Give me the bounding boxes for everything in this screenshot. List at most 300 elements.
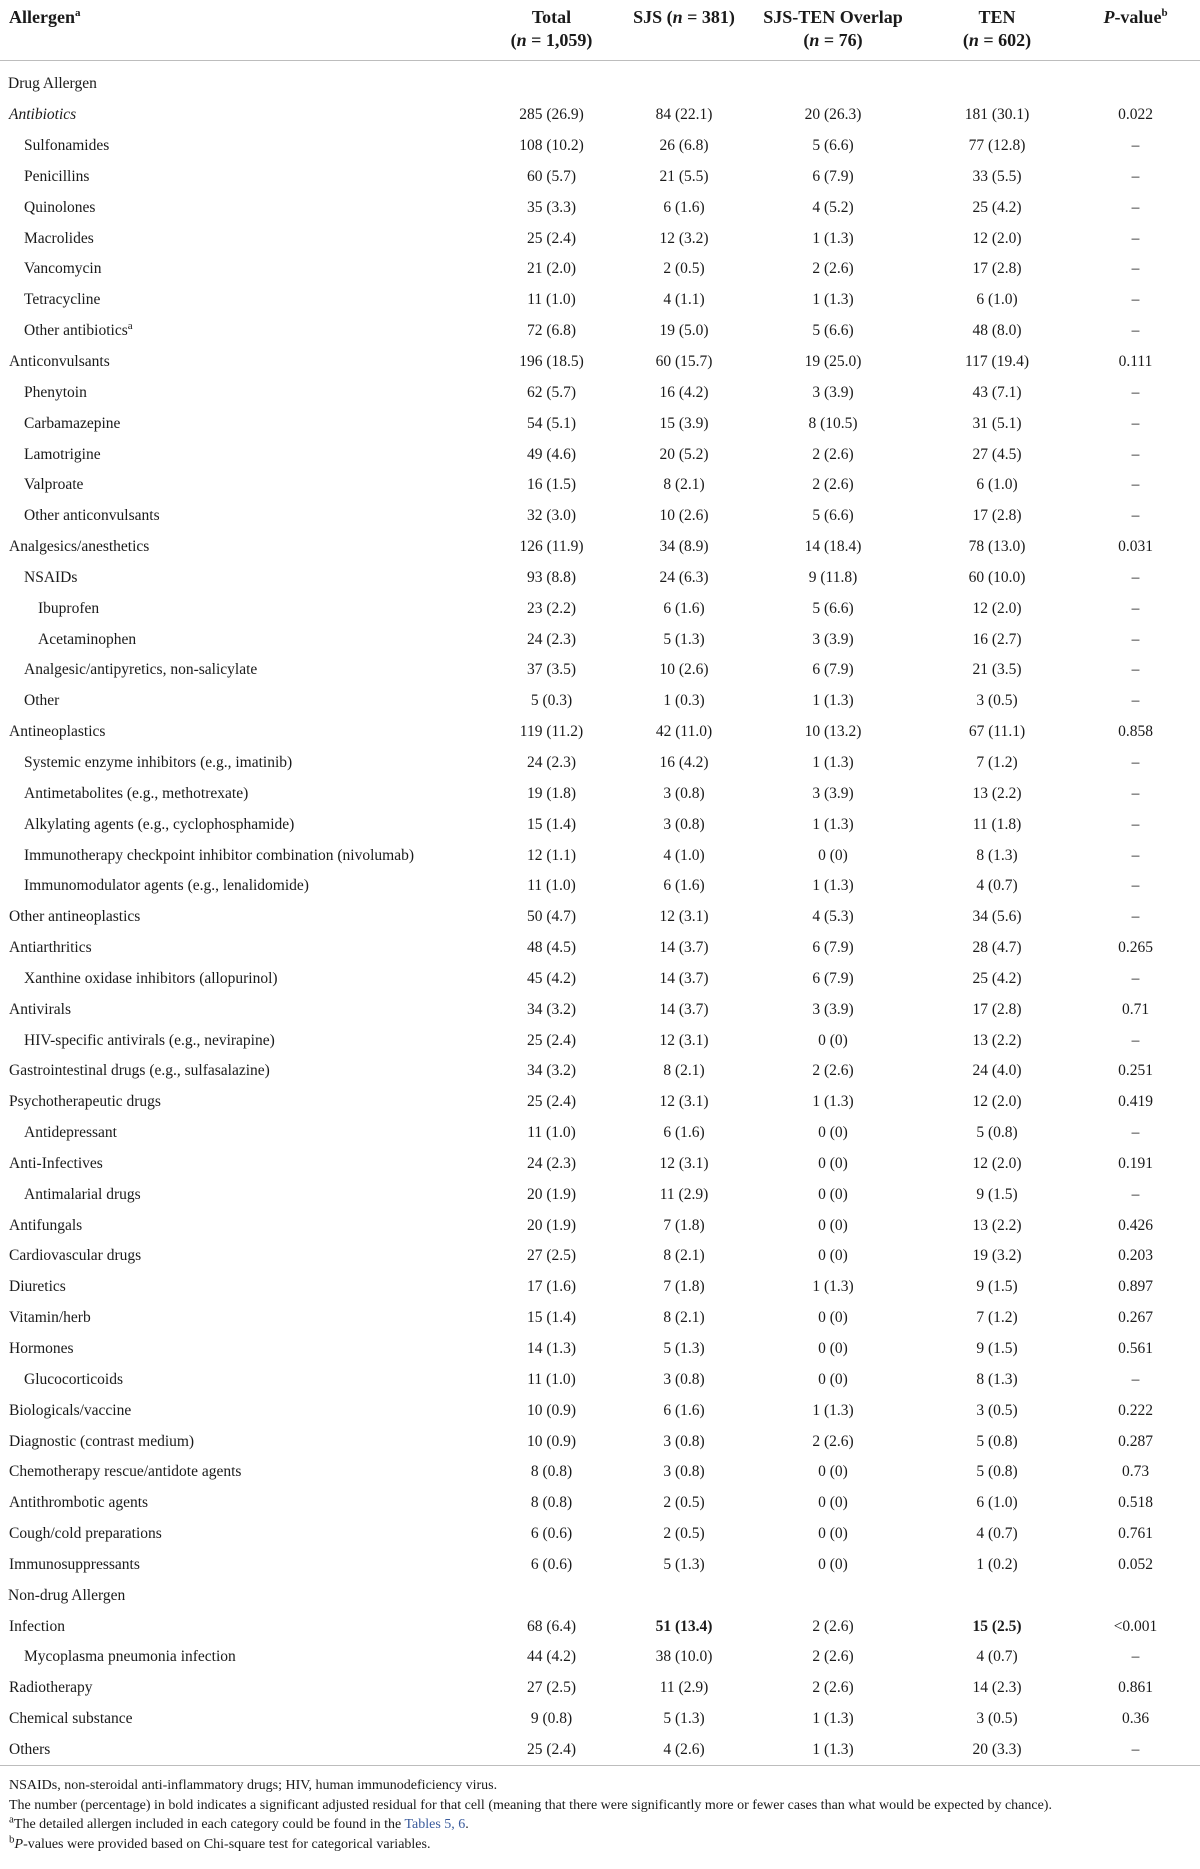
section-label: Drug Allergen: [8, 75, 97, 93]
table-row: [0, 285, 1200, 316]
allergen-label: Tetracycline: [24, 291, 101, 309]
cell-sjs: 4 (2.6): [625, 1735, 743, 1766]
cell-total: 10 (0.9): [526, 1432, 577, 1450]
cell-overlap: 0 (0): [818, 1185, 848, 1203]
cell-p: –: [1131, 383, 1140, 401]
cell-p: –: [1131, 507, 1140, 525]
header-sjs: SJS (n = 381): [625, 0, 743, 61]
allergen-label: Other antibiotics$^a$: [24, 320, 133, 340]
cell-p: –: [1131, 476, 1140, 494]
table-row: [0, 1673, 1200, 1704]
cell-sjs: 4 (1.1): [663, 291, 705, 309]
footnote-a: $^a$The detailed allergen included in each category could be found in the Tables 5, 6.: [9, 1813, 469, 1833]
cell-overlap: [743, 61, 923, 100]
cell-p: 0.251: [1118, 1062, 1153, 1080]
cell-total: 45 (4.2): [526, 969, 577, 987]
table-row: [0, 624, 1200, 655]
cell-p: 0.022: [1118, 106, 1153, 124]
cell-total: 23 (2.2): [526, 599, 577, 617]
cell-ten: 8 (1.3): [976, 1370, 1018, 1388]
header-ten: TEN (n = 602): [923, 0, 1071, 61]
allergen-label: Antibiotics: [9, 106, 77, 124]
cell-p: 0.265: [1118, 939, 1153, 957]
cell-p: –: [1131, 322, 1140, 340]
cell-p: –: [1131, 815, 1140, 833]
header-allergen: Allergen$^a$: [0, 0, 478, 61]
cell-overlap: 1 (1.3): [812, 1401, 854, 1419]
cell-ten: 78 (13.0): [968, 538, 1026, 556]
cell-ten: [923, 61, 1071, 100]
allergen-label: Mycoplasma pneumonia infection: [24, 1648, 236, 1666]
cell-total: 5 (0.3): [530, 692, 573, 710]
table-row: [0, 563, 1200, 594]
cell-sjs: 12 (3.1): [659, 1154, 709, 1172]
cell-ten: 117 (19.4): [965, 353, 1029, 371]
allergen-label: Chemotherapy rescue/antidote agents: [9, 1463, 242, 1481]
cell-p: 0.203: [1118, 1247, 1153, 1265]
cell-overlap: 8 (10.5): [808, 414, 858, 432]
cell-ten: 24 (4.0): [972, 1062, 1022, 1080]
cell-total: 60 (5.7): [526, 167, 577, 185]
cell-overlap: 1 (1.3): [812, 229, 854, 247]
cell-p: 0.111: [1118, 353, 1153, 371]
cell-p: 0.561: [1118, 1340, 1153, 1358]
cell-total: 35 (3.3): [526, 198, 577, 216]
cell-p: 0.222: [1118, 1401, 1153, 1419]
table-row: [0, 1241, 1200, 1272]
cell-overlap: 3 (3.9): [812, 383, 854, 401]
cell-overlap: 1 (1.3): [812, 692, 854, 710]
cell-overlap: [743, 1580, 923, 1611]
allergen-label: Immunosuppressants: [9, 1555, 140, 1573]
table-row: [0, 1272, 1200, 1303]
allergen-label: Immunomodulator agents (e.g., lenalidomide): [24, 877, 309, 895]
table-row: [0, 1025, 1200, 1056]
cell-total: 48 (4.5): [526, 939, 577, 957]
footnote-bold-note: The number (percentage) in bold indicates a significant adjusted residual for that cell (meaning that there were significantly more or fewer cases than what would be expected by chance).: [9, 1797, 1052, 1813]
allergen-label: Carbamazepine: [24, 414, 121, 432]
cell-sjs: 38 (10.0): [655, 1648, 713, 1666]
cell-overlap: 1 (1.3): [812, 753, 854, 771]
allergen-label: Other anticonvulsants: [24, 507, 160, 525]
allergen-label: HIV-specific antivirals (e.g., nevirapine): [24, 1031, 275, 1049]
cell-overlap: 5 (6.6): [812, 507, 854, 525]
table-row: [0, 316, 1200, 347]
table-row: [0, 1704, 1200, 1735]
cell-ten: 67 (11.1): [968, 723, 1026, 741]
cell-overlap: 20 (26.3): [804, 106, 862, 124]
cell-total: 24 (2.3): [526, 1154, 577, 1172]
table-row: [0, 1426, 1200, 1457]
cell-overlap: 1 (1.3): [812, 815, 854, 833]
table-row: [0, 1488, 1200, 1519]
cell-sjs: 3 (0.8): [663, 1463, 705, 1481]
cell-ten: 28 (4.7): [972, 939, 1022, 957]
cell-sjs: 20 (5.2): [659, 445, 709, 463]
cell-ten: 17 (2.8): [972, 507, 1022, 525]
table-row: [0, 1056, 1200, 1087]
cell-ten: 12 (2.0): [972, 229, 1022, 247]
cell-p: 0.052: [1118, 1555, 1153, 1573]
footnote-abbreviations: NSAIDs, non-steroidal anti-inflammatory drugs; HIV, human immunodeficiency virus.: [9, 1778, 498, 1794]
allergen-label: Others: [0, 1735, 478, 1766]
cell-total: 11 (1.0): [527, 1124, 576, 1142]
allergen-label: Systemic enzyme inhibitors (e.g., imatinib): [24, 753, 293, 771]
table-row: [0, 408, 1200, 439]
cell-ten: 181 (30.1): [964, 106, 1030, 124]
cell-total: 50 (4.7): [526, 908, 577, 926]
allergen-label: Cough/cold preparations: [9, 1525, 162, 1543]
allergen-label: Biologicals/vaccine: [9, 1401, 132, 1419]
cell-p: [1071, 1580, 1200, 1611]
cell-total: 6 (0.6): [530, 1555, 573, 1573]
allergen-label: Alkylating agents (e.g., cyclophosphamide): [24, 815, 295, 833]
cell-total: 8 (0.8): [530, 1463, 573, 1481]
cell-sjs: 3 (0.8): [663, 815, 705, 833]
cell-sjs: 2 (0.5): [663, 260, 705, 278]
cell-p: –: [1131, 1370, 1140, 1388]
cell-total: 25 (2.4): [478, 1735, 625, 1766]
cell-total: 14 (1.3): [526, 1340, 577, 1358]
cell-total: 93 (8.8): [526, 568, 577, 586]
table-row: [0, 439, 1200, 470]
cell-overlap: 9 (11.8): [808, 568, 858, 586]
allergen-label: Other: [24, 692, 60, 710]
cell-p: 0.897: [1118, 1278, 1153, 1296]
cell-ten: 17 (2.8): [972, 260, 1022, 278]
cell-ten: 13 (2.2): [972, 784, 1022, 802]
cell-p: –: [1131, 661, 1140, 679]
cell-total: 11 (1.0): [527, 291, 576, 309]
table-header: [0, 0, 1200, 61]
cell-ten: 34 (5.6): [972, 908, 1022, 926]
tables-link[interactable]: Tables 5, 6: [404, 1817, 466, 1833]
cell-p: 0.36: [1121, 1710, 1150, 1728]
cell-ten: 14 (2.3): [972, 1679, 1022, 1697]
cell-p: –: [1131, 414, 1140, 432]
cell-overlap: 6 (7.9): [812, 661, 854, 679]
cell-ten: 6 (1.0): [976, 291, 1018, 309]
cell-p: –: [1131, 1031, 1140, 1049]
table-row: [0, 1364, 1200, 1395]
cell-overlap: 2 (2.6): [812, 445, 854, 463]
cell-p: 0.287: [1118, 1432, 1153, 1450]
table-row: [0, 347, 1200, 378]
cell-p: 0.71: [1121, 1000, 1150, 1018]
allergen-label: Sulfonamides: [24, 137, 110, 155]
header-pvalue: P-value$^b$: [1071, 0, 1200, 61]
table-row: [0, 1118, 1200, 1149]
cell-ten: 1 (0.2): [976, 1555, 1018, 1573]
cell-p: –: [1131, 630, 1140, 648]
cell-p: 0.191: [1118, 1154, 1153, 1172]
cell-sjs: 16 (4.2): [659, 753, 709, 771]
table-row: [0, 902, 1200, 933]
cell-total: 25 (2.4): [526, 229, 577, 247]
cell-total: 6 (0.6): [530, 1525, 573, 1543]
cell-p: –: [1131, 877, 1140, 895]
allergen-label: Hormones: [9, 1340, 74, 1358]
cell-total: 34 (3.2): [526, 1062, 577, 1080]
cell-ten: 6 (1.0): [976, 1494, 1018, 1512]
cell-ten: 25 (4.2): [972, 969, 1022, 987]
table-row: [0, 686, 1200, 717]
cell-sjs: 12 (3.1): [659, 908, 709, 926]
cell-ten: 9 (1.5): [976, 1340, 1018, 1358]
cell-ten: 60 (10.0): [968, 568, 1026, 586]
cell-sjs: 8 (2.1): [663, 1062, 705, 1080]
cell-overlap: 4 (5.2): [812, 198, 854, 216]
table-row: [0, 377, 1200, 408]
cell-ten: 27 (4.5): [972, 445, 1022, 463]
cell-overlap: 5 (6.6): [812, 137, 854, 155]
allergen-label: Lamotrigine: [24, 445, 101, 463]
cell-total: 25 (2.4): [526, 1031, 577, 1049]
cell-p: –: [1131, 445, 1140, 463]
table-row: [0, 994, 1200, 1025]
cell-sjs: 26 (6.8): [659, 137, 709, 155]
cell-ten: 11 (1.8): [972, 815, 1022, 833]
cell-ten: 4 (0.7): [976, 877, 1018, 895]
cell-ten: 20 (3.3): [923, 1735, 1071, 1766]
cell-total: 62 (5.7): [526, 383, 577, 401]
cell-ten: 31 (5.1): [972, 414, 1022, 432]
cell-sjs: 2 (0.5): [663, 1494, 705, 1512]
cell-overlap: 0 (0): [818, 1031, 848, 1049]
cell-total: 11 (1.0): [527, 1370, 576, 1388]
cell-sjs: 5 (1.3): [663, 1710, 705, 1728]
table-row: [0, 1457, 1200, 1488]
cell-ten: 15 (2.5): [972, 1617, 1022, 1635]
cell-total: [478, 61, 625, 100]
cell-overlap: 6 (7.9): [812, 167, 854, 185]
cell-total: 9 (0.8): [530, 1710, 573, 1728]
table-footnotes: [0, 1766, 1200, 1854]
table-row: [0, 470, 1200, 501]
cell-overlap: 14 (18.4): [804, 538, 862, 556]
table-row: [0, 933, 1200, 964]
table-row: [0, 1303, 1200, 1334]
cell-total: 16 (1.5): [526, 476, 577, 494]
cell-total: 119 (11.2): [519, 723, 584, 741]
table-row: [0, 871, 1200, 902]
cell-total: 27 (2.5): [526, 1247, 577, 1265]
cell-sjs: 24 (6.3): [659, 568, 709, 586]
table-row: [0, 1611, 1200, 1642]
allergen-label: Macrolides: [24, 229, 94, 247]
table-row: [0, 778, 1200, 809]
cell-sjs: 3 (0.8): [663, 1432, 705, 1450]
cell-ten: 43 (7.1): [972, 383, 1022, 401]
cell-sjs: 5 (1.3): [663, 1340, 705, 1358]
section-row: [0, 61, 1200, 100]
cell-sjs: 8 (2.1): [663, 476, 705, 494]
cell-sjs: 7 (1.8): [663, 1278, 705, 1296]
cell-sjs: 8 (2.1): [663, 1247, 705, 1265]
cell-ten: 12 (2.0): [972, 599, 1022, 617]
allergen-label: Cardiovascular drugs: [9, 1247, 142, 1265]
allergen-label: Penicillins: [24, 167, 90, 185]
cell-overlap: 6 (7.9): [812, 939, 854, 957]
cell-total: 19 (1.8): [526, 784, 577, 802]
cell-p: <0.001: [1113, 1617, 1158, 1635]
table-row: [0, 1210, 1200, 1241]
cell-total: 24 (2.3): [526, 753, 577, 771]
cell-overlap: 3 (3.9): [812, 784, 854, 802]
cell-sjs: 8 (2.1): [663, 1309, 705, 1327]
cell-overlap: 0 (0): [818, 1124, 848, 1142]
cell-sjs: 11 (2.9): [659, 1185, 709, 1203]
allergen-label: Ibuprofen: [38, 599, 100, 617]
cell-ten: 77 (12.8): [968, 137, 1026, 155]
cell-ten: 17 (2.8): [972, 1000, 1022, 1018]
table-row: [0, 532, 1200, 563]
allergen-label: Gastrointestinal drugs (e.g., sulfasalazine): [9, 1062, 270, 1080]
allergen-label: Glucocorticoids: [24, 1370, 124, 1388]
cell-ten: 8 (1.3): [976, 846, 1018, 864]
cell-overlap: 19 (25.0): [804, 353, 862, 371]
cell-total: 20 (1.9): [526, 1216, 577, 1234]
cell-sjs: 1 (0.3): [663, 692, 705, 710]
cell-sjs: 14 (3.7): [659, 1000, 709, 1018]
allergen-label: Psychotherapeutic drugs: [9, 1093, 161, 1111]
cell-ten: 12 (2.0): [972, 1154, 1022, 1172]
cell-ten: 7 (1.2): [976, 753, 1018, 771]
cell-ten: 5 (0.8): [976, 1124, 1018, 1142]
cell-sjs: 6 (1.6): [663, 198, 705, 216]
cell-sjs: 2 (0.5): [663, 1525, 705, 1543]
cell-ten: 13 (2.2): [972, 1216, 1022, 1234]
cell-ten: 9 (1.5): [976, 1185, 1018, 1203]
table-row: [0, 254, 1200, 285]
cell-p: –: [1131, 137, 1140, 155]
cell-total: 196 (18.5): [519, 353, 584, 371]
table-row: [0, 501, 1200, 532]
table-body: [0, 61, 1200, 1766]
cell-overlap: 0 (0): [818, 1154, 848, 1172]
section-label: Non-drug Allergen: [8, 1586, 126, 1604]
table-row: [0, 192, 1200, 223]
cell-overlap: 0 (0): [818, 846, 848, 864]
cell-p: –: [1131, 291, 1140, 309]
cell-ten: 5 (0.8): [976, 1463, 1018, 1481]
cell-p: 0.858: [1118, 723, 1153, 741]
cell-total: 54 (5.1): [526, 414, 577, 432]
cell-ten: 33 (5.5): [972, 167, 1022, 185]
cell-sjs: [625, 1580, 743, 1611]
cell-sjs: 12 (3.1): [659, 1093, 709, 1111]
cell-ten: 13 (2.2): [972, 1031, 1022, 1049]
cell-p: –: [1131, 599, 1140, 617]
cell-sjs: 34 (8.9): [659, 538, 709, 556]
footnote-b: $^b$P-values were provided based on Chi-square test for categorical variables.: [9, 1832, 431, 1852]
allergen-label: Immunotherapy checkpoint inhibitor combination (nivolumab): [24, 846, 414, 864]
cell-p: 0.267: [1118, 1309, 1153, 1327]
cell-sjs: 5 (1.3): [663, 630, 705, 648]
cell-sjs: 5 (1.3): [663, 1555, 705, 1573]
allergen-label: Antineoplastics: [9, 723, 106, 741]
cell-overlap: 0 (0): [818, 1525, 848, 1543]
cell-overlap: 0 (0): [818, 1309, 848, 1327]
cell-p: –: [1131, 753, 1140, 771]
table-row: [0, 840, 1200, 871]
cell-overlap: 0 (0): [818, 1247, 848, 1265]
cell-total: 12 (1.1): [526, 846, 577, 864]
cell-p: –: [1131, 908, 1140, 926]
cell-total: 285 (26.9): [519, 106, 584, 124]
allergen-label: Radiotherapy: [9, 1679, 93, 1697]
cell-overlap: 1 (1.3): [812, 1710, 854, 1728]
cell-overlap: 2 (2.6): [812, 1062, 854, 1080]
cell-p: –: [1131, 969, 1140, 987]
cell-overlap: 1 (1.3): [812, 1278, 854, 1296]
cell-p: –: [1131, 1648, 1140, 1666]
allergen-label: Antidepressant: [24, 1124, 117, 1142]
cell-overlap: 3 (3.9): [812, 1000, 854, 1018]
table-row: [0, 963, 1200, 994]
cell-overlap: 2 (2.6): [812, 1679, 854, 1697]
cell-ten: 3 (0.5): [976, 1401, 1018, 1419]
cell-p: –: [1131, 229, 1140, 247]
section-row: [0, 1580, 1200, 1611]
table-row: [0, 748, 1200, 779]
cell-p: –: [1131, 1124, 1140, 1142]
table-row: [0, 1519, 1200, 1550]
cell-overlap: 5 (6.6): [812, 322, 854, 340]
table-row: [0, 1735, 1200, 1766]
table-row: [0, 1395, 1200, 1426]
cell-overlap: 2 (2.6): [812, 260, 854, 278]
allergen-label: Diuretics: [9, 1278, 66, 1296]
cell-sjs: 84 (22.1): [655, 106, 713, 124]
cell-overlap: 10 (13.2): [804, 723, 862, 741]
table-row: [0, 809, 1200, 840]
allergen-label: NSAIDs: [24, 568, 78, 586]
cell-p: –: [1131, 167, 1140, 185]
cell-p: –: [1131, 568, 1140, 586]
cell-overlap: 0 (0): [818, 1370, 848, 1388]
cell-total: 15 (1.4): [526, 1309, 577, 1327]
table-row: [0, 655, 1200, 686]
allergen-label: Anti-Infectives: [9, 1154, 103, 1172]
cell-sjs: 14 (3.7): [659, 939, 709, 957]
cell-total: 37 (3.5): [526, 661, 577, 679]
cell-ten: 5 (0.8): [976, 1432, 1018, 1450]
cell-total: 49 (4.6): [526, 445, 577, 463]
allergen-label: Quinolones: [24, 198, 96, 216]
cell-p: 0.761: [1118, 1525, 1153, 1543]
cell-p: 0.426: [1118, 1216, 1153, 1234]
cell-total: 11 (1.0): [527, 877, 576, 895]
cell-sjs: 14 (3.7): [659, 969, 709, 987]
table-row: [0, 1087, 1200, 1118]
cell-sjs: 19 (5.0): [659, 322, 709, 340]
cell-ten: 48 (8.0): [972, 322, 1022, 340]
cell-p: 0.419: [1118, 1093, 1153, 1111]
table-row: [0, 1179, 1200, 1210]
cell-sjs: 10 (2.6): [659, 507, 709, 525]
cell-p: 0.518: [1118, 1494, 1153, 1512]
cell-p: 0.031: [1118, 538, 1153, 556]
cell-overlap: 2 (2.6): [812, 1617, 854, 1635]
cell-sjs: 15 (3.9): [659, 414, 709, 432]
cell-sjs: 6 (1.6): [663, 877, 705, 895]
table-row: [0, 1642, 1200, 1673]
allergen-label: Antimalarial drugs: [24, 1185, 141, 1203]
cell-total: 68 (6.4): [526, 1617, 577, 1635]
cell-ten: 9 (1.5): [976, 1278, 1018, 1296]
allergen-label: Antivirals: [9, 1000, 71, 1018]
